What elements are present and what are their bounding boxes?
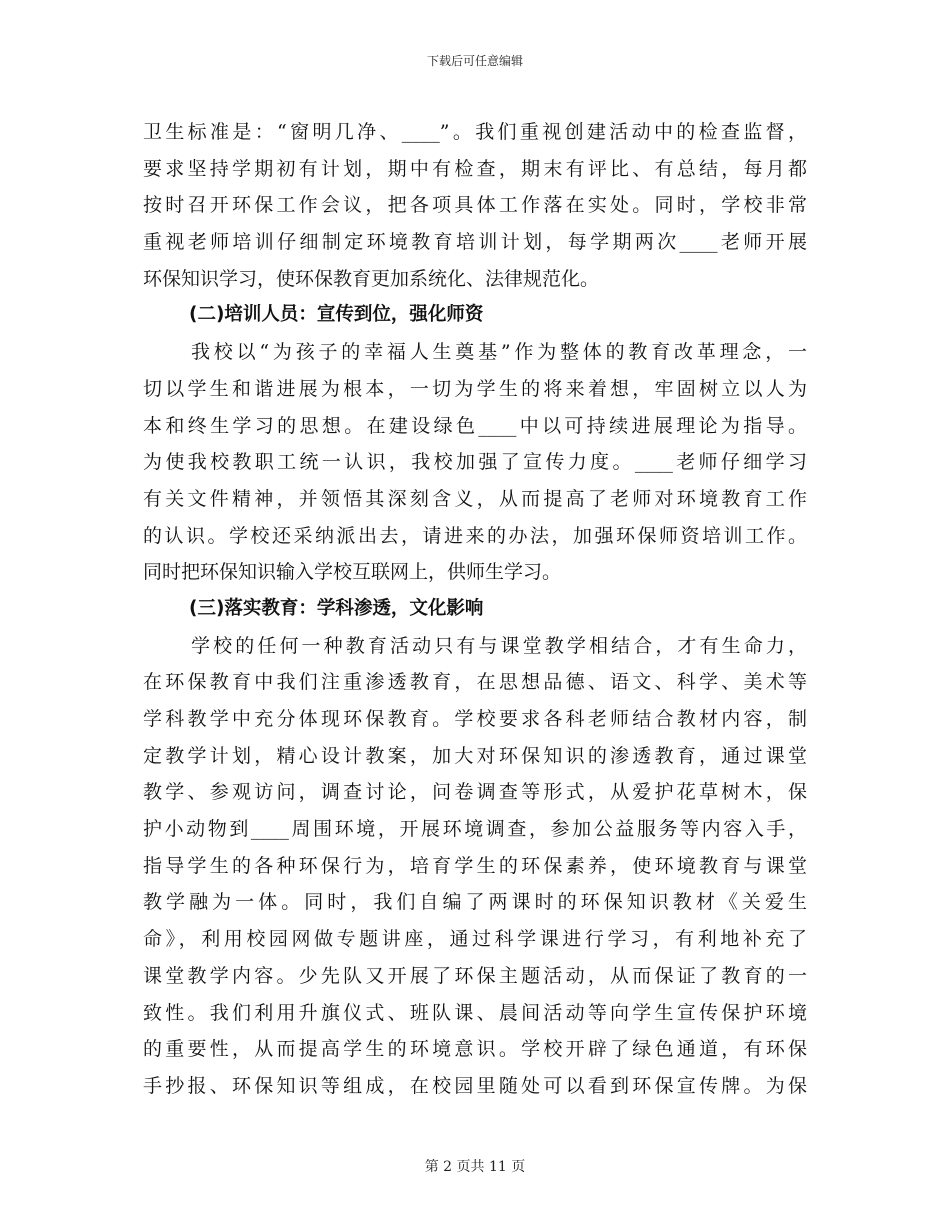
paragraph-line: 命》，利用校园网做专题讲座，通过科学课进行学习，有利地补充了 [143, 928, 807, 951]
paragraph-line: 课堂教学内容。少先队又开展了环保主题活动，从而保证了教育的一 [143, 964, 807, 987]
paragraph-line: 要求坚持学期初有计划，期中有检查，期末有评比、有总结，每月都 [143, 157, 807, 180]
section-heading: (二)培训人员：宣传到位，强化师资 [189, 304, 484, 326]
page-header: 下载后可任意编辑 [426, 54, 523, 68]
paragraph-line: 指导学生的各种环保行为，培育学生的环保素养，使环境教育与课堂 [143, 854, 807, 877]
paragraph-line: 为使我校教职工统一认识，我校加强了宣传力度。____老师仔细学习 [143, 451, 807, 474]
paragraph-line: 切以学生和谐进展为根本，一切为学生的将来着想，牢固树立以人为 [143, 377, 807, 400]
paragraph-line: 卫生标准是：“窗明几净、____”。我们重视创建活动中的检查监督， [143, 121, 807, 143]
paragraph-line: 重视老师培训仔细制定环境教育培训计划，每学期两次____老师开展 [143, 231, 807, 254]
paragraph-line: 按时召开环保工作会议，把各项具体工作落在实处。同时，学校非常 [143, 194, 807, 217]
paragraph-line: 致性。我们利用升旗仪式、班队课、晨间活动等向学生宣传保护环境 [143, 1001, 807, 1024]
paragraph-line: 我校以“为孩子的幸福人生奠基”作为整体的教育改革理念，一 [191, 341, 807, 364]
paragraph-line: 在环保教育中我们注重渗透教育，在思想品德、语文、科学、美术等 [143, 671, 807, 694]
paragraph-line: 护小动物到____周围环境，开展环境调查，参加公益服务等内容入手， [143, 818, 807, 841]
paragraph-line: 的认识。学校还采纳派出去，请进来的办法，加强环保师资培训工作。 [143, 524, 807, 547]
paragraph-line: 的重要性，从而提高学生的环境意识。学校开辟了绿色通道，有环保 [143, 1038, 807, 1061]
document-body [143, 114, 807, 1105]
paragraph-line: 本和终生学习的思想。在建设绿色____中以可持续进展理论为指导。 [143, 414, 807, 437]
paragraph-line: 教学、参观访问，调查讨论，问卷调查等形式，从爱护花草树木，保 [143, 781, 807, 804]
paragraph-line: 学校的任何一种教育活动只有与课堂教学相结合，才有生命力， [191, 634, 807, 657]
paragraph-line: 学科教学中充分体现环保教育。学校要求各科老师结合教材内容，制 [143, 708, 807, 730]
section-heading: (三)落实教育：学科渗透，文化影响 [189, 597, 484, 619]
paragraph-line: 手抄报、环保知识等组成，在校园里随处可以看到环保宣传牌。为保 [143, 1074, 807, 1097]
paragraph-line: 有关文件精神，并领悟其深刻含义，从而提高了老师对环境教育工作 [143, 487, 807, 510]
page-footer: 第 2 页共 11 页 [424, 1159, 526, 1175]
paragraph-line: 环保知识学习，使环保教育更加系统化、法律规范化。 [143, 267, 600, 290]
paragraph-line: 定教学计划，精心设计教案，加大对环保知识的渗透教育，通过课堂 [143, 744, 807, 767]
paragraph-line: 教学融为一体。同时，我们自编了两课时的环保知识教材《关爱生 [143, 891, 807, 914]
paragraph-line: 同时把环保知识输入学校互联网上，供师生学习。 [143, 561, 562, 584]
